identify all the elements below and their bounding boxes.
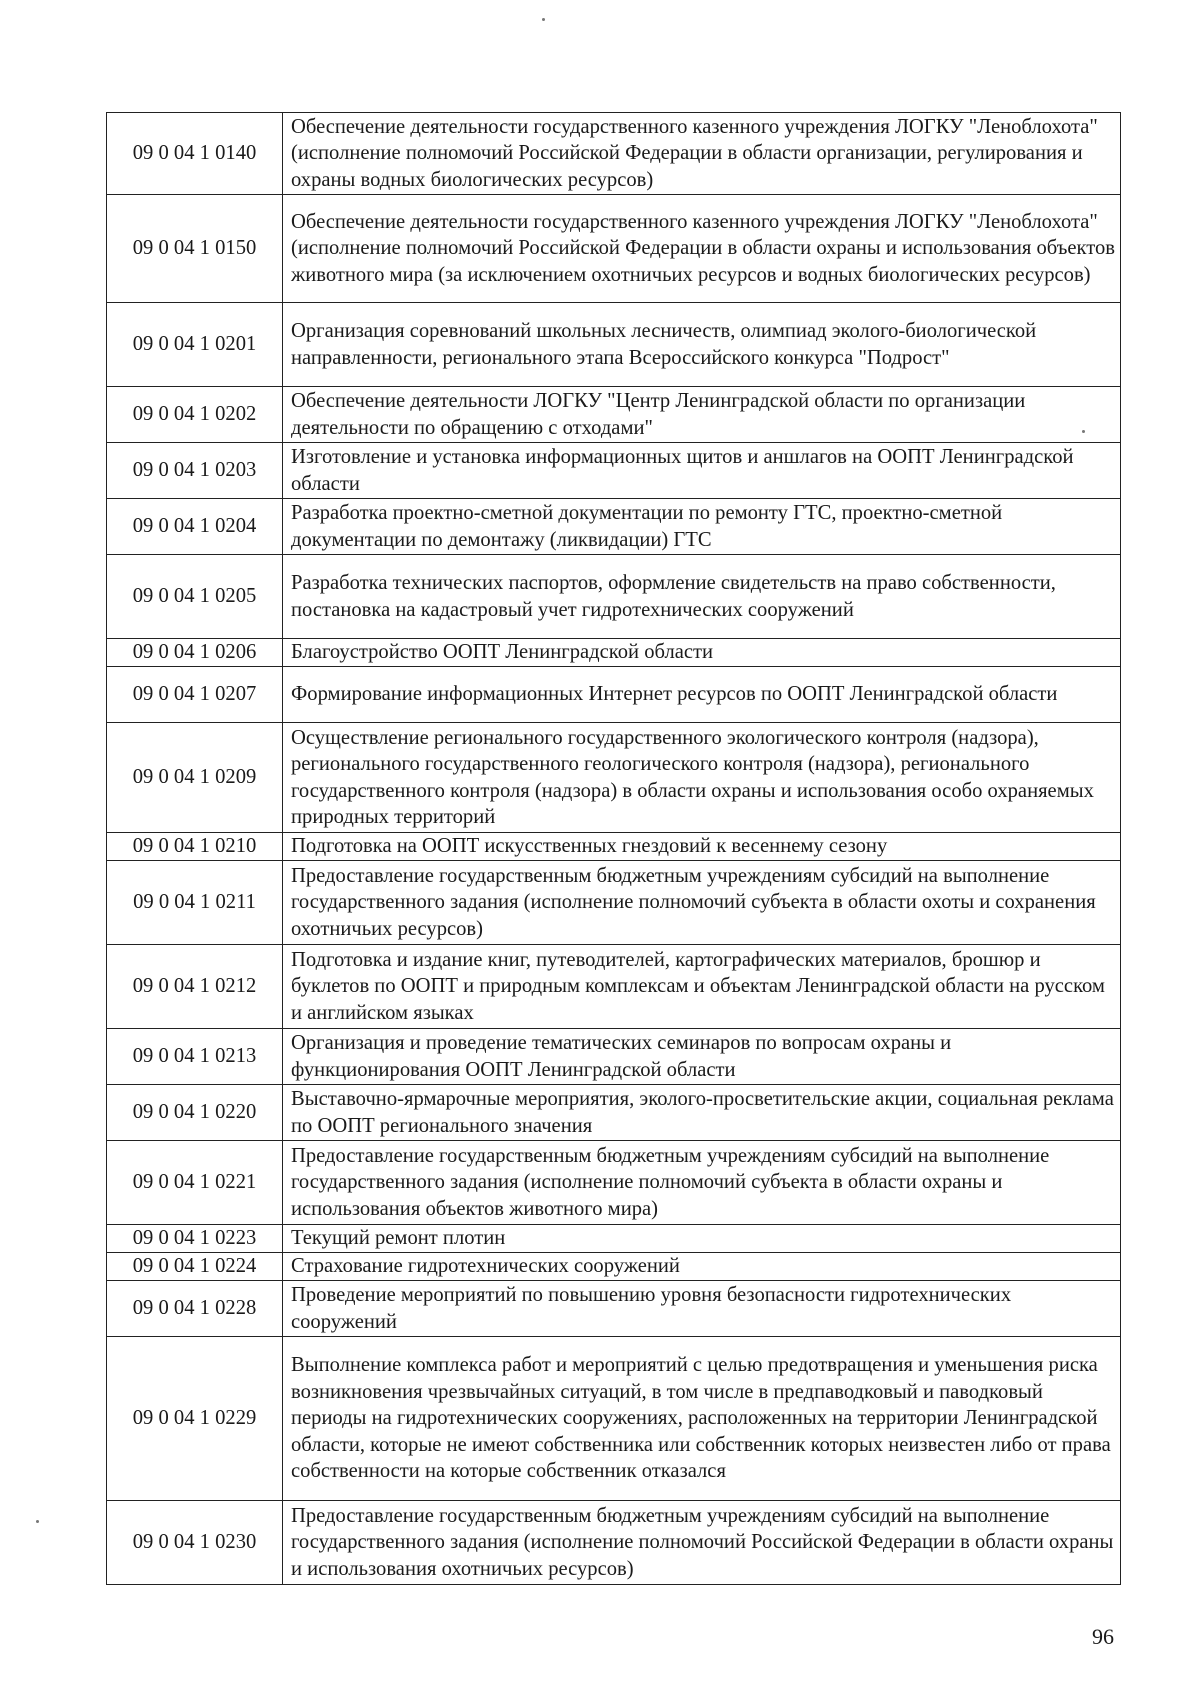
table-row — [107, 1253, 1121, 1281]
row-code: 09 0 04 1 0212 — [107, 945, 283, 1029]
table-row — [107, 195, 1121, 303]
table-body — [107, 113, 1121, 1585]
row-description: Разработка проектно-сметной документации по ремонту ГТС, проектно-сметной документации по демонтажу (ликвидации) ГТС — [283, 499, 1121, 555]
table-row — [107, 1085, 1121, 1141]
row-code: 09 0 04 1 0223 — [107, 1225, 283, 1253]
budget-codes-table — [106, 112, 1121, 1585]
row-code: 09 0 04 1 0205 — [107, 555, 283, 639]
row-description: Организация соревнований школьных лесничеств, олимпиад эколого-биологической направленности, регионального этапа Всероссийского конкурса "Подрост" — [283, 303, 1121, 387]
table-row — [107, 861, 1121, 945]
table-row — [107, 1501, 1121, 1585]
row-code: 09 0 04 1 0150 — [107, 195, 283, 303]
table-row — [107, 1029, 1121, 1085]
row-description: Подготовка на ООПТ искусственных гнездовий к весеннему сезону — [283, 833, 1121, 861]
table-row — [107, 1337, 1121, 1501]
row-description: Предоставление государственным бюджетным учреждениям субсидий на выполнение государственного задания (исполнение полномочий Российской Федерации в области охраны и использования охотничьих ресурсов) — [283, 1501, 1121, 1585]
row-description: Обеспечение деятельности государственного казенного учреждения ЛОГКУ "Леноблохота" (исполнение полномочий Российской Федерации в области организации, регулирования и охраны водных биологических ресурсов) — [283, 113, 1121, 195]
row-code: 09 0 04 1 0211 — [107, 861, 283, 945]
table-row — [107, 667, 1121, 723]
table-row — [107, 945, 1121, 1029]
row-description: Благоустройство ООПТ Ленинградской области — [283, 639, 1121, 667]
row-code: 09 0 04 1 0230 — [107, 1501, 283, 1585]
row-description: Разработка технических паспортов, оформление свидетельств на право собственности, постановка на кадастровый учет гидротехнических сооружений — [283, 555, 1121, 639]
table-row — [107, 1141, 1121, 1225]
table-row — [107, 113, 1121, 195]
row-code: 09 0 04 1 0202 — [107, 387, 283, 443]
row-description: Страхование гидротехнических сооружений — [283, 1253, 1121, 1281]
row-code: 09 0 04 1 0221 — [107, 1141, 283, 1225]
table-row — [107, 833, 1121, 861]
row-code: 09 0 04 1 0224 — [107, 1253, 283, 1281]
row-description: Обеспечение деятельности ЛОГКУ "Центр Ленинградской области по организации деятельности по обращению с отходами" — [283, 387, 1121, 443]
budget-codes-table-container — [106, 112, 1120, 1585]
row-description: Выставочно-ярмарочные мероприятия, эколого-просветительские акции, социальная реклама по ООПТ регионального значения — [283, 1085, 1121, 1141]
row-description: Предоставление государственным бюджетным учреждениям субсидий на выполнение государственного задания (исполнение полномочий субъекта в области охоты и сохранения охотничьих ресурсов) — [283, 861, 1121, 945]
row-code: 09 0 04 1 0220 — [107, 1085, 283, 1141]
table-row — [107, 303, 1121, 387]
row-description: Обеспечение деятельности государственного казенного учреждения ЛОГКУ "Леноблохота" (исполнение полномочий Российской Федерации в области охраны и использования объектов животного мира (за исключением охотничьих ресурсов и водных биологических ресурсов) — [283, 195, 1121, 303]
table-row — [107, 555, 1121, 639]
row-code: 09 0 04 1 0209 — [107, 723, 283, 833]
table-row — [107, 1281, 1121, 1337]
row-description: Подготовка и издание книг, путеводителей, картографических материалов, брошюр и буклетов по ООПТ и природным комплексам и объектам Ленинградской области на русском и английском языках — [283, 945, 1121, 1029]
table-row — [107, 499, 1121, 555]
table-row — [107, 723, 1121, 833]
row-description: Организация и проведение тематических семинаров по вопросам охраны и функционирования ООПТ Ленинградской области — [283, 1029, 1121, 1085]
row-description: Текущий ремонт плотин — [283, 1225, 1121, 1253]
row-code: 09 0 04 1 0204 — [107, 499, 283, 555]
row-code: 09 0 04 1 0207 — [107, 667, 283, 723]
page-number: 96 — [1092, 1624, 1114, 1649]
row-description: Изготовление и установка информационных щитов и аншлагов на ООПТ Ленинградской области — [283, 443, 1121, 499]
row-code: 09 0 04 1 0203 — [107, 443, 283, 499]
row-description: Проведение мероприятий по повышению уровня безопасности гидротехнических сооружений — [283, 1281, 1121, 1337]
table-row — [107, 639, 1121, 667]
row-description: Выполнение комплекса работ и мероприятий с целью предотвращения и уменьшения риска возникновения чрезвычайных ситуаций, в том числе в предпаводковый и паводковый периоды на гидротехнических сооружениях, расположенных на территории Ленинградской области, которые не имеют собственника или собственник которых неизвестен либо от права собственности на которые собственник отказался — [283, 1337, 1121, 1501]
scan-speck — [542, 18, 545, 21]
row-description: Осуществление регионального государственного экологического контроля (надзора), регионального государственного геологического контроля (надзора), регионального государственного контроля (надзора) в области охраны и использования особо охраняемых природных территорий — [283, 723, 1121, 833]
row-code: 09 0 04 1 0201 — [107, 303, 283, 387]
row-code: 09 0 04 1 0140 — [107, 113, 283, 195]
row-code: 09 0 04 1 0206 — [107, 639, 283, 667]
row-description: Формирование информационных Интернет ресурсов по ООПТ Ленинградской области — [283, 667, 1121, 723]
table-row — [107, 1225, 1121, 1253]
table-row — [107, 443, 1121, 499]
row-code: 09 0 04 1 0229 — [107, 1337, 283, 1501]
table-row — [107, 387, 1121, 443]
row-description: Предоставление государственным бюджетным учреждениям субсидий на выполнение государственного задания (исполнение полномочий субъекта в области охраны и использования объектов животного мира) — [283, 1141, 1121, 1225]
row-code: 09 0 04 1 0213 — [107, 1029, 283, 1085]
scan-speck — [36, 1520, 39, 1523]
row-code: 09 0 04 1 0228 — [107, 1281, 283, 1337]
row-code: 09 0 04 1 0210 — [107, 833, 283, 861]
